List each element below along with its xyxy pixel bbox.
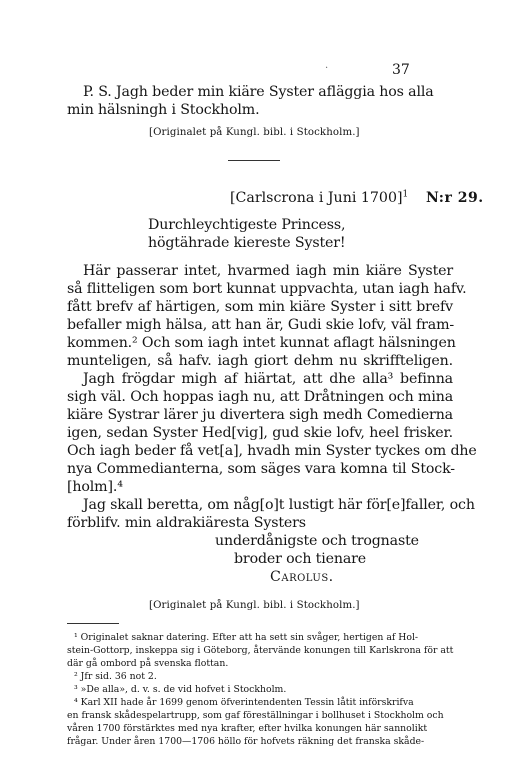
footnote-divider bbox=[67, 623, 119, 624]
footnote-line: där gå ombord på svenska flottan. bbox=[67, 658, 229, 669]
section-divider bbox=[228, 160, 280, 161]
closing-line-2: broder och tienare bbox=[234, 551, 367, 567]
ps-line-2: min hälsningh i Stockholm. bbox=[67, 102, 260, 118]
closing-line-1: underdånigste och trognaste bbox=[215, 533, 419, 549]
letter-heading-text: [Carlscrona i Juni 1700] bbox=[230, 190, 403, 206]
footnote-line: ¹ Originalet saknar datering. Efter att ha sett sin svåger, hertigen af Hol- bbox=[74, 632, 419, 643]
body-line: Här passerar intet, hvarmed iagh min kiäre Syster bbox=[83, 263, 453, 279]
ps-line-1: P. S. Jagh beder min kiäre Syster afläggia hos alla bbox=[83, 84, 434, 100]
letter-heading bbox=[230, 190, 408, 206]
body-line: igen, sedan Syster Hed[vig], gud skie lofv, heel frisker. bbox=[67, 425, 453, 441]
body-line: Jag skall beretta, om någ[o]t lustigt här för[e]faller, och bbox=[83, 497, 475, 513]
body-line: sigh väl. Och hoppas iagh nu, att Dråtningen och mina bbox=[67, 389, 453, 405]
body-line: kiäre Systrar lärer ju divertera sigh medh Comedierna bbox=[67, 407, 453, 423]
footnote-line: ³ »De alla», d. v. s. de vid hofvet i Stockholm. bbox=[74, 684, 287, 695]
footnote-line: en fransk skådespelartrupp, som gaf föreställningar i bollhuset i Stockholm och bbox=[67, 710, 444, 721]
body-line: förblifv. min aldrakiäresta Systers bbox=[67, 515, 306, 531]
body-line: fått brefv af härtigen, som min kiäre Syster i sitt brefv bbox=[67, 299, 453, 315]
footnote-line: ⁴ Karl XII hade år 1699 genom öfverintendenten Tessin låtit införskrifva bbox=[74, 697, 414, 708]
source-note-2: [Originalet på Kungl. bibl. i Stockholm.] bbox=[149, 600, 360, 611]
footnote-line: ² Jfr sid. 36 not 2. bbox=[74, 671, 157, 682]
page-number: 37 bbox=[392, 62, 410, 78]
page-dot: . bbox=[325, 60, 329, 71]
signature: Carolus. bbox=[270, 569, 334, 585]
letter-number: N:r 29. bbox=[426, 190, 484, 206]
body-line: befaller migh hälsa, att han är, Gudi skie lofv, väl fram- bbox=[67, 317, 455, 333]
footnote-line: våren 1700 förstärktes med nya krafter, efter hvilka konungen här sannolikt bbox=[67, 723, 428, 734]
salutation-line-2: högtährade kiereste Syster! bbox=[148, 235, 346, 251]
body-line: nya Commedianterna, som säges vara komna til Stock- bbox=[67, 461, 455, 477]
footnote-line: stein-Gottorp, inskeppa sig i Göteborg, återvände konungen till Karlskrona för att bbox=[67, 645, 454, 656]
source-note-1: [Originalet på Kungl. bibl. i Stockholm.] bbox=[149, 127, 360, 138]
salutation-line-1: Durchleychtigeste Princess, bbox=[148, 217, 346, 233]
body-line: Och iagh beder få vet[a], hvadh min Syster tyckes om dhe bbox=[67, 443, 477, 459]
footnote-line: frågar. Under åren 1700—1706 höllo för hofvets räkning det franska skåde- bbox=[67, 736, 425, 747]
body-line: [holm].⁴ bbox=[67, 479, 123, 495]
letter-heading-footnote-ref: 1 bbox=[402, 189, 409, 200]
body-line: så flitteligen som bort kunnat uppvachta, utan iagh hafv. bbox=[67, 281, 467, 297]
body-line: Jagh frögdar migh af hiärtat, att dhe alla³ befinna bbox=[83, 371, 453, 387]
body-line: munteligen, så hafv. iagh giort dehm nu skriffteligen. bbox=[67, 353, 453, 369]
body-line: kommen.² Och som iagh intet kunnat aflagt hälsningen bbox=[67, 335, 456, 351]
